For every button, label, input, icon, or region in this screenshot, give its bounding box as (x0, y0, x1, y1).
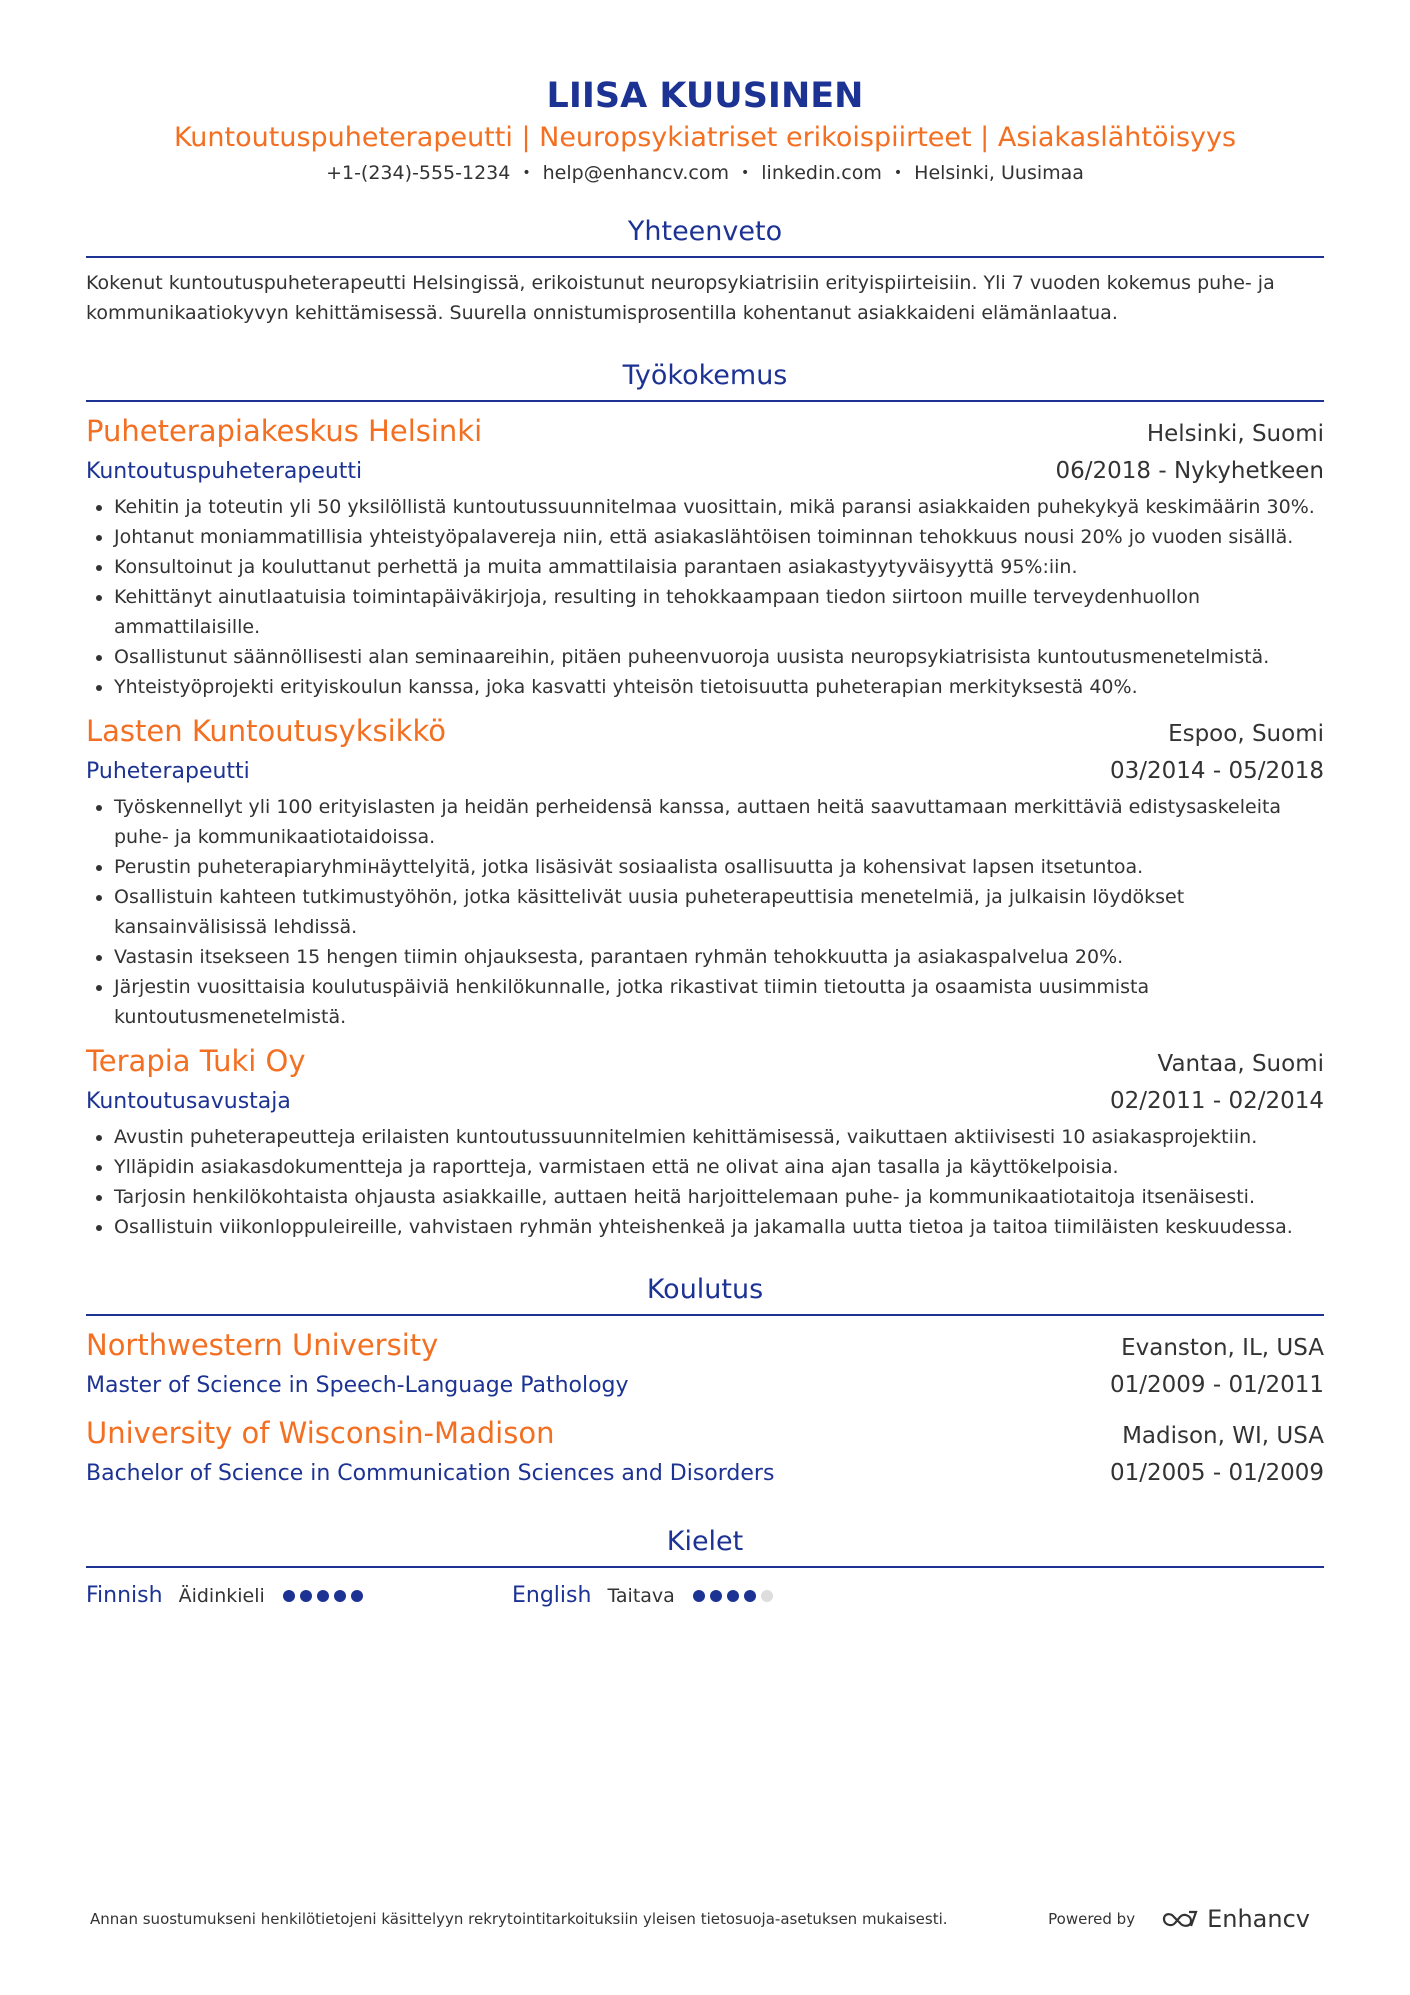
proficiency-dots (283, 1590, 368, 1602)
section-title-experience: Työkokemus (86, 356, 1324, 402)
education-dates: 01/2005 - 01/2009 (1109, 1460, 1324, 1486)
job-entry (86, 412, 1324, 702)
company-name: Puheterapiakeskus Helsinki (86, 414, 483, 448)
languages-section (86, 1522, 1324, 1614)
bullet-item: Osallistuin kahteen tutkimustyöhön, jotka käsittelivät uusia puheterapeuttisia menetelmiä, ja julkaisin löydökset kansainvälisissä lehdissä. (86, 882, 1324, 942)
bullet-item: Konsultoinut ja kouluttanut perhettä ja muita ammattilaisia parantaen asiakastyytyväisyyttä 95%:iin. (86, 552, 1324, 582)
school-name: Northwestern University (86, 1328, 439, 1362)
contact-line (86, 158, 1324, 188)
proficiency-dot (283, 1590, 295, 1602)
proficiency-dot (744, 1590, 756, 1602)
job-bullets (86, 492, 1324, 702)
bullet-item: Perustin puheterapiaryhmінäyttelyitä, jotka lisäsivät sosiaalista osallisuutta ja kohensivat lapsen itsetuntoa. (86, 852, 1324, 882)
education-entry (86, 1414, 1324, 1492)
job-role-row (86, 753, 1324, 790)
bullet-item: Avustin puheterapeutteja erilaisten kuntoutussuunnitelmien kehittämisessä, vaikuttaen aktiivisesti 10 asiakasprojektiin. (86, 1122, 1324, 1152)
bullet-item: Osallistunut säännöllisesti alan seminaareihin, pitäen puheenvuoroja uusista neuropsykiatrisista kuntoutusmenetelmistä. (86, 642, 1324, 672)
job-header-row (86, 712, 1324, 753)
company-name: Terapia Tuki Oy (86, 1044, 306, 1078)
bullet-item: Kehitin ja toteutin yli 50 yksilöllistä kuntoutussuunnitelmaa vuosittain, mikä paransi asiakkaiden puhekykyä keskimäärin 30%. (86, 492, 1324, 522)
job-bullets (86, 1122, 1324, 1242)
language-level: Taitava (607, 1585, 675, 1607)
bullet-item: Ylläpidin asiakasdokumentteja ja raportteja, varmistaen että ne olivat aina ajan tasalla ja käyttökelpoisia. (86, 1152, 1324, 1182)
job-role-row (86, 453, 1324, 490)
education-degree-row (86, 1455, 1324, 1492)
education-entry (86, 1326, 1324, 1404)
company-name: Lasten Kuntoutusyksikkö (86, 714, 446, 748)
proficiency-dot (300, 1590, 312, 1602)
location: Helsinki, Uusimaa (914, 162, 1084, 184)
degree: Bachelor of Science in Communication Sciences and Disorders (86, 1461, 775, 1486)
school-location: Evanston, IL, USA (1121, 1335, 1324, 1361)
separator-dot: • (522, 165, 531, 181)
education-dates: 01/2009 - 01/2011 (1109, 1372, 1324, 1398)
proficiency-dot (334, 1590, 346, 1602)
job-header-row (86, 412, 1324, 453)
separator-dot: • (741, 165, 750, 181)
section-title-education: Koulutus (86, 1270, 1324, 1316)
footer (90, 1905, 1310, 1933)
proficiency-dots (693, 1590, 778, 1602)
bullet-item: Osallistuin viikonloppuleireille, vahvistaen ryhmän yhteishenkeä ja jakamalla uutta tietoa ja taitoa tiimiläisten keskuudessa. (86, 1212, 1324, 1242)
powered-by-label: Powered by (1048, 1910, 1136, 1928)
proficiency-dot (693, 1590, 705, 1602)
section-title-summary: Yhteenveto (86, 212, 1324, 258)
job-title: Kuntoutusavustaja (86, 1089, 291, 1114)
section-title-languages: Kielet (86, 1522, 1324, 1568)
job-title: Kuntoutuspuheterapeutti (86, 459, 363, 484)
proficiency-dot (351, 1590, 363, 1602)
linkedin-link[interactable]: linkedin.com (761, 162, 882, 184)
bullet-item: Työskennellyt yli 100 erityislasten ja heidän perheidensä kanssa, auttaen heitä saavuttamaan merkittäviä edistysaskeleita puhe- ja kommunikaatiotaidoissa. (86, 792, 1324, 852)
headline: Kuntoutuspuheterapeutti | Neuropsykiatriset erikoispiirteet | Asiakaslähtöisyys (173, 122, 1237, 153)
job-entry (86, 712, 1324, 1032)
candidate-name: LIISA KUUSINEN (546, 76, 864, 116)
enhancv-brand[interactable]: Enhancv (1207, 1905, 1310, 1933)
bullet-item: Yhteistyöprojekti erityiskoulun kanssa, joka kasvatti yhteisön tietoisuutta puheterapian merkityksestä 40%. (86, 672, 1324, 702)
resume-page (86, 0, 1324, 1614)
job-entry (86, 1042, 1324, 1242)
job-location: Espoo, Suomi (1168, 721, 1324, 747)
language-list (86, 1578, 1324, 1614)
summary-section (86, 212, 1324, 328)
school-name: University of Wisconsin-Madison (86, 1416, 555, 1450)
job-location: Vantaa, Suomi (1157, 1051, 1324, 1077)
bullet-item: Johtanut moniammatillisia yhteistyöpalavereja niin, että asiakaslähtöisen toiminnan tehokkuus nousi 20% jo vuoden sisällä. (86, 522, 1324, 552)
proficiency-dot (761, 1590, 773, 1602)
school-location: Madison, WI, USA (1122, 1423, 1324, 1449)
education-section (86, 1270, 1324, 1492)
email-link[interactable]: help@enhancv.com (542, 162, 729, 184)
job-dates: 03/2014 - 05/2018 (1109, 758, 1324, 784)
bullet-item: Vastasin itsekseen 15 hengen tiimin ohjauksesta, parantaen ryhmän tehokkuutta ja asiakaspalvelua 20%. (86, 942, 1324, 972)
job-title: Puheterapeutti (86, 759, 250, 784)
bullet-item: Järjestin vuosittaisia koulutuspäiviä henkilökunnalle, jotka rikastivat tiimin tietoutta ja osaamista uusimmista kuntoutusmenetelmistä. (86, 972, 1324, 1032)
language-name: English (512, 1583, 592, 1608)
degree: Master of Science in Speech-Language Pathology (86, 1373, 629, 1398)
proficiency-dot (317, 1590, 329, 1602)
phone: +1-(234)-555-1234 (326, 162, 511, 184)
language-level: Äidinkieli (178, 1585, 265, 1607)
enhancv-logo-icon (1161, 1908, 1199, 1930)
bullet-item: Kehittänyt ainutlaatuisia toimintapäiväkirjoja, resulting in tehokkaampaan tiedon siirtoon muille terveydenhuollon ammattilaisille. (86, 582, 1324, 642)
education-header-row (86, 1326, 1324, 1367)
job-bullets (86, 792, 1324, 1032)
powered-by (1048, 1905, 1310, 1933)
job-dates: 06/2018 - Nykyhetkeen (1055, 458, 1324, 484)
language-item (86, 1578, 512, 1614)
resume-header (86, 74, 1324, 188)
education-degree-row (86, 1367, 1324, 1404)
proficiency-dot (727, 1590, 739, 1602)
education-list (86, 1326, 1324, 1492)
job-header-row (86, 1042, 1324, 1083)
summary-text: Kokenut kuntoutuspuheterapeutti Helsingissä, erikoistunut neuropsykiatrisiin erityispiirteisiin. Yli 7 vuoden kokemus puhe- ja kommunikaatiokyvyn kehittämisessä. Suurella onnistumisprosentilla kohentanut asiakkaideni elämänlaatua. (86, 272, 1275, 324)
education-header-row (86, 1414, 1324, 1455)
separator-dot: • (893, 165, 903, 181)
job-dates: 02/2011 - 02/2014 (1109, 1088, 1324, 1114)
job-location: Helsinki, Suomi (1146, 421, 1324, 447)
job-list (86, 412, 1324, 1242)
language-name: Finnish (86, 1583, 163, 1608)
proficiency-dot (710, 1590, 722, 1602)
experience-section (86, 356, 1324, 1242)
job-role-row (86, 1083, 1324, 1120)
gdpr-consent: Annan suostumukseni henkilötietojeni käsittelyyn rekrytointitarkoituksiin yleisen tietosuoja-asetuksen mukaisesti. (90, 1910, 948, 1928)
language-item (512, 1578, 938, 1614)
bullet-item: Tarjosin henkilökohtaista ohjausta asiakkaille, auttaen heitä harjoittelemaan puhe- ja kommunikaatiotaitoja itsenäisesti. (86, 1182, 1324, 1212)
